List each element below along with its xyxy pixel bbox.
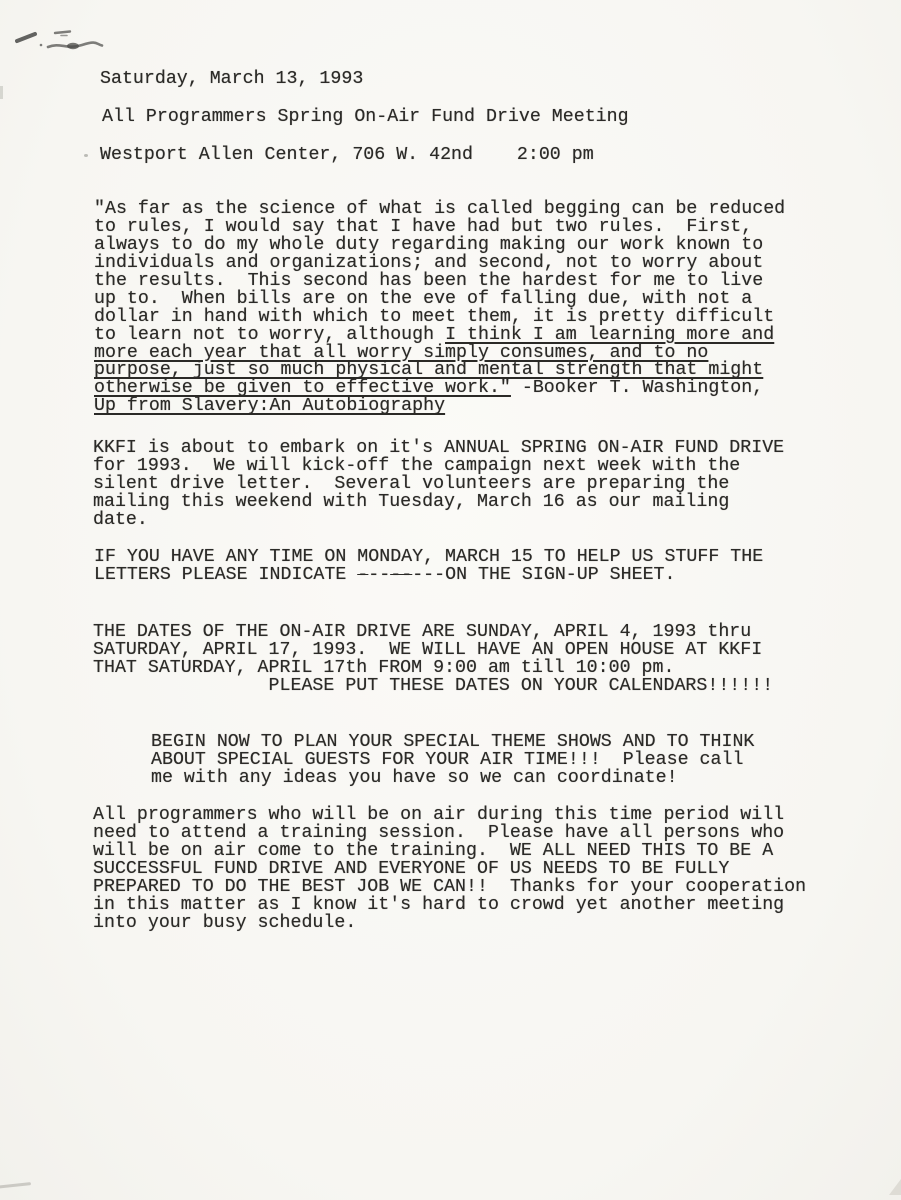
theme-shows-note: BEGIN NOW TO PLAN YOUR SPECIAL THEME SHOWS AND TO THINK ABOUT SPECIAL GUESTS FOR YOUR AIR TIME!!! Please call me with any ideas you have so we can coordinate! — [151, 732, 755, 788]
memo-venue-line: Westport Allen Center, 706 W. 42nd 2:00 pm — [100, 145, 594, 165]
scan-edge-mark — [0, 86, 3, 99]
drive-dates-paragraph: THE DATES OF THE ON-AIR DRIVE ARE SUNDAY, APRIL 4, 1993 thru SATURDAY, APRIL 17, 1993. WE WILL HAVE AN OPEN HOUSE AT KKFI THAT SATURDAY, APRIL 17th FROM 9:00 am till 10:00 pm. PLEASE PUT THESE DATES ON YOUR CALENDARS!!!!!! — [93, 622, 774, 696]
ink-speck — [84, 154, 88, 157]
training-session-paragraph: All programmers who will be on air during this time period will need to attend a training session. Please have all persons who will be on air come to the training. WE ALL NEED THIS TO BE A SUCCESSFUL FUND DRIVE AND EVERYONE OF US NEEDS TO BE FULLY PREPARED TO DO THE BEST JOB WE CAN!! Thanks for your cooperation in this matter as I know it's hard to crowd yet another meeting into your busy schedule. — [93, 805, 807, 933]
pen-mark — [10, 27, 114, 55]
letter-stuffing-notice: IF YOU HAVE ANY TIME ON MONDAY, MARCH 15 TO HELP US STUFF THE LETTERS PLEASE INDICATE --------ON THE SIGN-UP SHEET. — [94, 547, 764, 585]
memo-title-line: All Programmers Spring On-Air Fund Drive Meeting — [102, 107, 629, 127]
booker-t-washington-quote: "As far as the science of what is called begging can be reduced to rules, I would say that I have had but two rules. First, always to do my whole duty regarding making our work known to individuals and organizations; and second, not to worry about the results. This second has been the hardest for me to live up to. When bills are on the eve of falling due, with not a dollar in hand with which to meet them, it is pretty difficult to learn not to worry, although I think I am learning more and more each year that all worry simply consumes, and to no purpose, just so much physical and mental strength that might otherwise be given to effective work." -Booker T. Washington, Up from Slavery:An Autobiography — [94, 199, 786, 417]
fund-drive-announcement-paragraph: KKFI is about to embark on it's ANNUAL SPRING ON-AIR FUND DRIVE for 1993. We will kick-off the campaign next week with the silent drive letter. Several volunteers are preparing the mailing this weekend with Tuesday, March 16 as our mailing date. — [93, 438, 785, 530]
scan-edge-mark — [0, 1182, 31, 1189]
page-corner-shadow — [889, 1179, 901, 1195]
memo-date-line: Saturday, March 13, 1993 — [100, 69, 364, 89]
